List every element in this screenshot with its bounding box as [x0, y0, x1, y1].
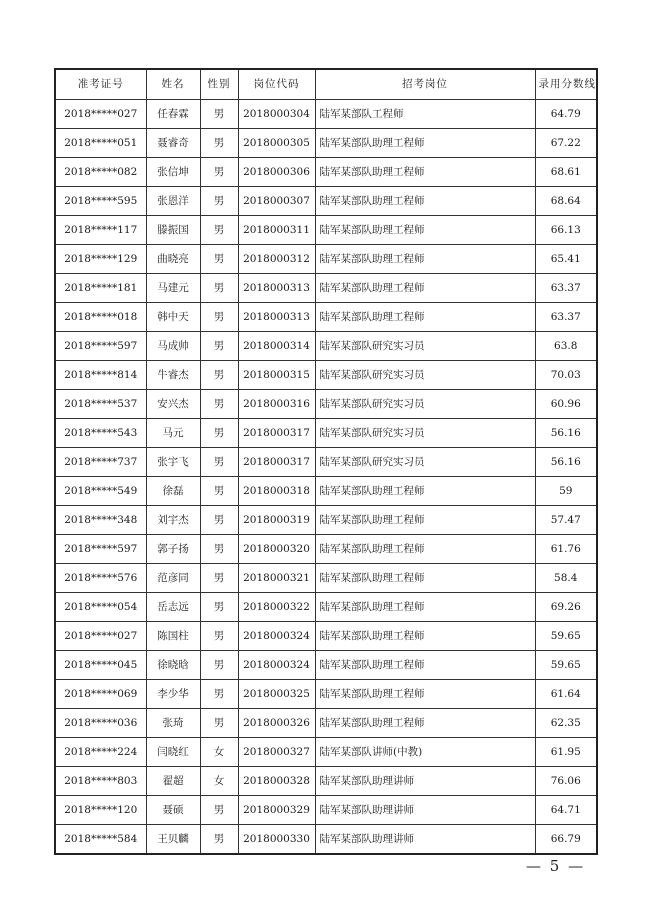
cell-gender: 男 — [200, 825, 238, 855]
header-name: 姓名 — [146, 69, 200, 100]
header-exam-id: 准考证号 — [55, 69, 146, 100]
cell-name: 张宇飞 — [146, 448, 200, 477]
cell-exam-id: 2018*****051 — [55, 129, 146, 158]
cell-exam-id: 2018*****069 — [55, 680, 146, 709]
cell-post: 陆军某部队助理工程师 — [315, 564, 535, 593]
cell-name: 范彦同 — [146, 564, 200, 593]
cell-gender: 男 — [200, 593, 238, 622]
table-row — [55, 564, 597, 593]
cell-post-code: 2018000324 — [238, 622, 315, 651]
table-row — [55, 245, 597, 274]
cell-exam-id: 2018*****129 — [55, 245, 146, 274]
table-row — [55, 129, 597, 158]
cell-post: 陆军某部队助理工程师 — [315, 303, 535, 332]
cell-name: 韩中天 — [146, 303, 200, 332]
cell-gender: 男 — [200, 332, 238, 361]
cell-name: 马元 — [146, 419, 200, 448]
header-score: 录用分数线 — [535, 69, 597, 100]
cell-post-code: 2018000315 — [238, 361, 315, 390]
cell-score: 59.65 — [535, 651, 597, 680]
table-body — [55, 100, 597, 855]
cell-name: 岳志远 — [146, 593, 200, 622]
cell-post-code: 2018000305 — [238, 129, 315, 158]
cell-post-code: 2018000307 — [238, 187, 315, 216]
cell-exam-id: 2018*****737 — [55, 448, 146, 477]
table-row — [55, 187, 597, 216]
cell-score: 66.13 — [535, 216, 597, 245]
cell-score: 65.41 — [535, 245, 597, 274]
cell-exam-id: 2018*****027 — [55, 622, 146, 651]
cell-gender: 男 — [200, 216, 238, 245]
cell-score: 70.03 — [535, 361, 597, 390]
cell-score: 56.16 — [535, 448, 597, 477]
table-row — [55, 332, 597, 361]
cell-name: 滕振国 — [146, 216, 200, 245]
cell-exam-id: 2018*****597 — [55, 535, 146, 564]
cell-gender: 男 — [200, 622, 238, 651]
table-row — [55, 361, 597, 390]
table-row — [55, 158, 597, 187]
cell-name: 闫晓红 — [146, 738, 200, 767]
cell-score: 66.79 — [535, 825, 597, 855]
cell-name: 曲晓亮 — [146, 245, 200, 274]
cell-score: 68.64 — [535, 187, 597, 216]
cell-post-code: 2018000313 — [238, 303, 315, 332]
cell-name: 马成帅 — [146, 332, 200, 361]
cell-exam-id: 2018*****576 — [55, 564, 146, 593]
cell-gender: 男 — [200, 709, 238, 738]
cell-name: 翟超 — [146, 767, 200, 796]
cell-gender: 男 — [200, 245, 238, 274]
cell-score: 67.22 — [535, 129, 597, 158]
cell-score: 62.35 — [535, 709, 597, 738]
cell-exam-id: 2018*****597 — [55, 332, 146, 361]
cell-exam-id: 2018*****117 — [55, 216, 146, 245]
cell-name: 徐晓晗 — [146, 651, 200, 680]
table-row — [55, 593, 597, 622]
cell-post: 陆军某部队助理工程师 — [315, 506, 535, 535]
cell-gender: 男 — [200, 274, 238, 303]
cell-score: 69.26 — [535, 593, 597, 622]
table-row — [55, 680, 597, 709]
cell-gender: 男 — [200, 680, 238, 709]
cell-post: 陆军某部队助理讲师 — [315, 825, 535, 855]
cell-post-code: 2018000324 — [238, 651, 315, 680]
cell-post-code: 2018000321 — [238, 564, 315, 593]
cell-score: 58.4 — [535, 564, 597, 593]
cell-post-code: 2018000317 — [238, 448, 315, 477]
table-row — [55, 303, 597, 332]
cell-post: 陆军某部队讲师(中教) — [315, 738, 535, 767]
cell-gender: 女 — [200, 767, 238, 796]
cell-score: 60.96 — [535, 390, 597, 419]
table-row — [55, 709, 597, 738]
cell-name: 张信坤 — [146, 158, 200, 187]
cell-post: 陆军某部队助理工程师 — [315, 593, 535, 622]
cell-gender: 男 — [200, 187, 238, 216]
cell-name: 张琦 — [146, 709, 200, 738]
cell-post: 陆军某部队研究实习员 — [315, 332, 535, 361]
cell-post: 陆军某部队助理工程师 — [315, 709, 535, 738]
cell-gender: 男 — [200, 100, 238, 129]
cell-post-code: 2018000326 — [238, 709, 315, 738]
cell-post: 陆军某部队助理工程师 — [315, 129, 535, 158]
cell-post-code: 2018000314 — [238, 332, 315, 361]
table-row — [55, 448, 597, 477]
cell-gender: 男 — [200, 303, 238, 332]
cell-gender: 女 — [200, 738, 238, 767]
results-table — [54, 68, 598, 855]
cell-post: 陆军某部队助理讲师 — [315, 796, 535, 825]
cell-score: 56.16 — [535, 419, 597, 448]
cell-exam-id: 2018*****595 — [55, 187, 146, 216]
cell-exam-id: 2018*****054 — [55, 593, 146, 622]
table-row — [55, 825, 597, 855]
cell-score: 61.95 — [535, 738, 597, 767]
header-gender: 性别 — [200, 69, 238, 100]
table-row — [55, 796, 597, 825]
cell-post: 陆军某部队助理工程师 — [315, 535, 535, 564]
cell-gender: 男 — [200, 796, 238, 825]
table-row — [55, 622, 597, 651]
cell-gender: 男 — [200, 448, 238, 477]
cell-post-code: 2018000327 — [238, 738, 315, 767]
cell-name: 徐磊 — [146, 477, 200, 506]
cell-gender: 男 — [200, 361, 238, 390]
table-row — [55, 738, 597, 767]
cell-score: 76.06 — [535, 767, 597, 796]
cell-score: 63.8 — [535, 332, 597, 361]
table-row — [55, 767, 597, 796]
cell-post-code: 2018000304 — [238, 100, 315, 129]
cell-post: 陆军某部队研究实习员 — [315, 448, 535, 477]
cell-exam-id: 2018*****027 — [55, 100, 146, 129]
cell-gender: 男 — [200, 535, 238, 564]
cell-exam-id: 2018*****549 — [55, 477, 146, 506]
cell-name: 马建元 — [146, 274, 200, 303]
cell-score: 59.65 — [535, 622, 597, 651]
cell-gender: 男 — [200, 390, 238, 419]
cell-score: 63.37 — [535, 303, 597, 332]
cell-exam-id: 2018*****537 — [55, 390, 146, 419]
cell-post-code: 2018000325 — [238, 680, 315, 709]
cell-exam-id: 2018*****348 — [55, 506, 146, 535]
cell-post-code: 2018000320 — [238, 535, 315, 564]
cell-name: 李少华 — [146, 680, 200, 709]
table-row — [55, 506, 597, 535]
page-number: — 5 — — [526, 857, 586, 875]
cell-exam-id: 2018*****036 — [55, 709, 146, 738]
cell-name: 陈国柱 — [146, 622, 200, 651]
cell-score: 61.76 — [535, 535, 597, 564]
cell-gender: 男 — [200, 158, 238, 187]
table-row — [55, 651, 597, 680]
cell-name: 牛睿杰 — [146, 361, 200, 390]
cell-score: 61.64 — [535, 680, 597, 709]
table-row — [55, 390, 597, 419]
cell-post-code: 2018000306 — [238, 158, 315, 187]
cell-post-code: 2018000329 — [238, 796, 315, 825]
cell-gender: 男 — [200, 129, 238, 158]
cell-post: 陆军某部队助理工程师 — [315, 680, 535, 709]
cell-score: 63.37 — [535, 274, 597, 303]
cell-post-code: 2018000319 — [238, 506, 315, 535]
cell-post-code: 2018000313 — [238, 274, 315, 303]
cell-score: 57.47 — [535, 506, 597, 535]
cell-exam-id: 2018*****543 — [55, 419, 146, 448]
table-row — [55, 100, 597, 129]
cell-post: 陆军某部队助理工程师 — [315, 158, 535, 187]
table-header — [55, 69, 597, 100]
cell-gender: 男 — [200, 419, 238, 448]
cell-post-code: 2018000312 — [238, 245, 315, 274]
cell-name: 聂硕 — [146, 796, 200, 825]
cell-exam-id: 2018*****584 — [55, 825, 146, 855]
cell-score: 64.71 — [535, 796, 597, 825]
cell-exam-id: 2018*****181 — [55, 274, 146, 303]
cell-post-code: 2018000330 — [238, 825, 315, 855]
cell-post: 陆军某部队助理工程师 — [315, 622, 535, 651]
table-row — [55, 419, 597, 448]
cell-name: 聂睿奇 — [146, 129, 200, 158]
cell-exam-id: 2018*****018 — [55, 303, 146, 332]
cell-name: 刘宇杰 — [146, 506, 200, 535]
cell-post: 陆军某部队助理工程师 — [315, 651, 535, 680]
table-row — [55, 477, 597, 506]
cell-post: 陆军某部队助理工程师 — [315, 187, 535, 216]
cell-exam-id: 2018*****803 — [55, 767, 146, 796]
cell-name: 任春霖 — [146, 100, 200, 129]
cell-gender: 男 — [200, 477, 238, 506]
cell-name: 安兴杰 — [146, 390, 200, 419]
cell-post: 陆军某部队工程师 — [315, 100, 535, 129]
cell-gender: 男 — [200, 651, 238, 680]
header-row — [55, 69, 597, 100]
cell-post: 陆军某部队研究实习员 — [315, 361, 535, 390]
cell-post-code: 2018000318 — [238, 477, 315, 506]
cell-post: 陆军某部队研究实习员 — [315, 390, 535, 419]
cell-score: 64.79 — [535, 100, 597, 129]
cell-post: 陆军某部队研究实习员 — [315, 419, 535, 448]
table-row — [55, 274, 597, 303]
cell-name: 郭子扬 — [146, 535, 200, 564]
table-row — [55, 535, 597, 564]
cell-post-code: 2018000328 — [238, 767, 315, 796]
cell-gender: 男 — [200, 506, 238, 535]
cell-name: 张恩洋 — [146, 187, 200, 216]
header-post-code: 岗位代码 — [238, 69, 315, 100]
header-post: 招考岗位 — [315, 69, 535, 100]
cell-post: 陆军某部队助理讲师 — [315, 767, 535, 796]
cell-post-code: 2018000311 — [238, 216, 315, 245]
cell-post: 陆军某部队助理工程师 — [315, 216, 535, 245]
cell-post-code: 2018000316 — [238, 390, 315, 419]
cell-score: 68.61 — [535, 158, 597, 187]
cell-name: 王贝麟 — [146, 825, 200, 855]
cell-post-code: 2018000317 — [238, 419, 315, 448]
cell-exam-id: 2018*****120 — [55, 796, 146, 825]
cell-score: 59 — [535, 477, 597, 506]
cell-exam-id: 2018*****045 — [55, 651, 146, 680]
cell-post: 陆军某部队助理工程师 — [315, 245, 535, 274]
cell-exam-id: 2018*****224 — [55, 738, 146, 767]
cell-post: 陆军某部队助理工程师 — [315, 274, 535, 303]
cell-exam-id: 2018*****814 — [55, 361, 146, 390]
cell-post-code: 2018000322 — [238, 593, 315, 622]
table-row — [55, 216, 597, 245]
cell-gender: 男 — [200, 564, 238, 593]
cell-exam-id: 2018*****082 — [55, 158, 146, 187]
cell-post: 陆军某部队助理工程师 — [315, 477, 535, 506]
